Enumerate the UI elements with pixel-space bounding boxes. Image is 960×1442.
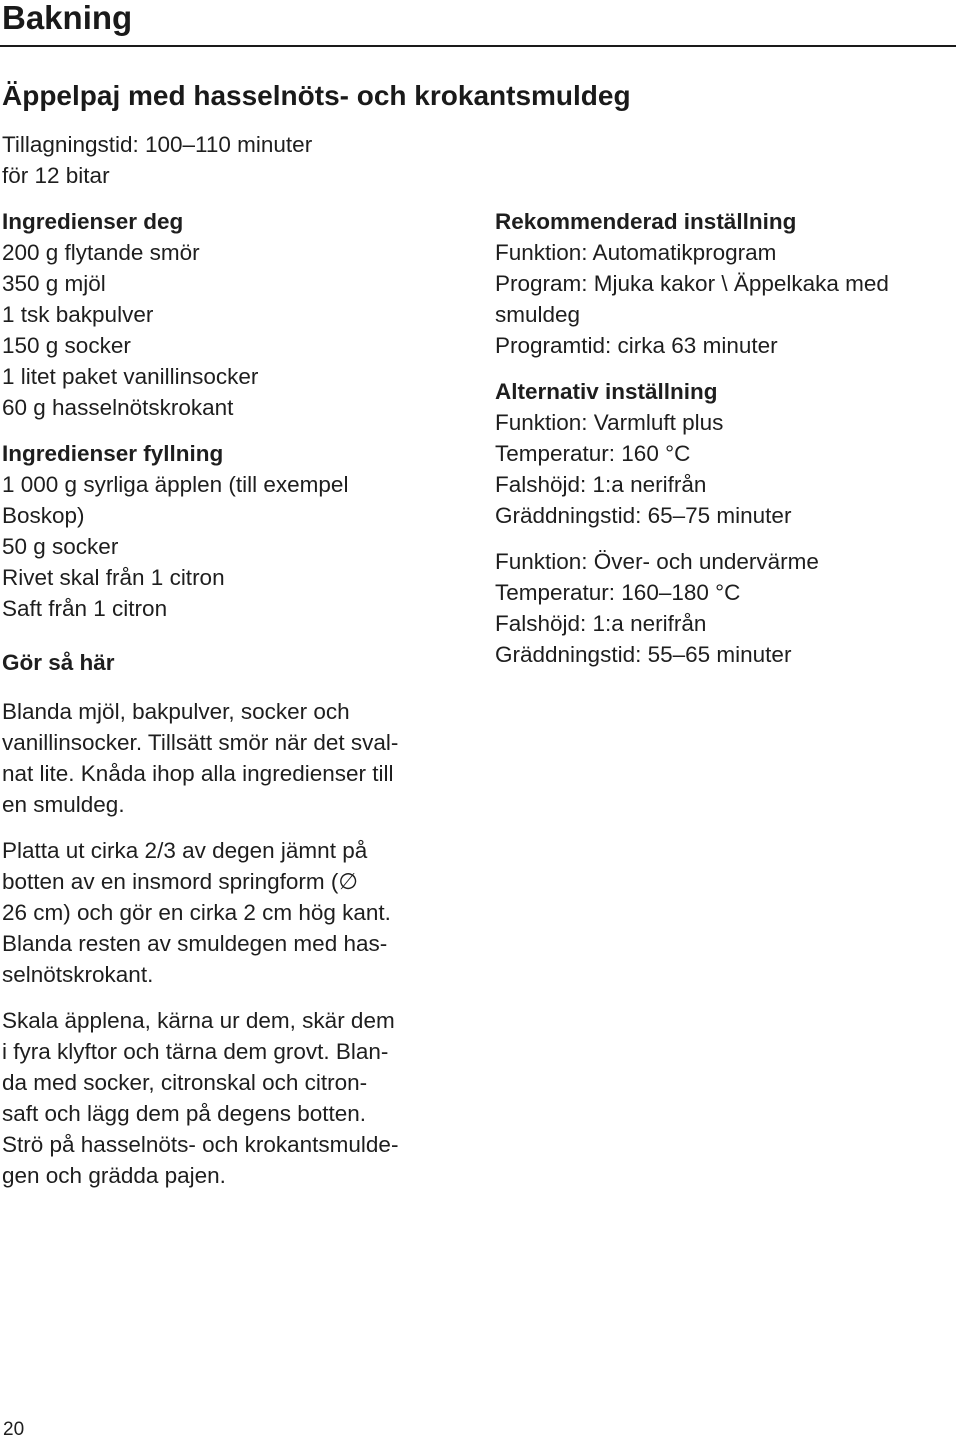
- recommended-setting-heading: Rekommenderad inställning: [495, 209, 797, 234]
- setting-line: Gräddningstid: 65–75 minuter: [495, 503, 792, 528]
- ingredient-item: 1 tsk bakpulver: [2, 302, 154, 327]
- right-column: [495, 206, 960, 670]
- method-heading: Gör så här: [2, 650, 115, 675]
- method-line: Blanda mjöl, bakpulver, socker och: [2, 699, 350, 724]
- method-paragraph: [2, 835, 480, 990]
- setting-line: Gräddningstid: 55–65 minuter: [495, 642, 792, 667]
- ingredient-item: Saft från 1 citron: [2, 596, 168, 621]
- alternative-setting-heading: Alternativ inställning: [495, 379, 718, 404]
- recipe-meta: [2, 129, 480, 191]
- cooking-time: Tillagningstid: 100–110 minuter: [2, 132, 313, 157]
- method-line: Blanda resten av smuldegen med has-: [2, 931, 388, 956]
- setting-line: Funktion: Varmluft plus: [495, 410, 724, 435]
- method-line: gen och grädda pajen.: [2, 1163, 226, 1188]
- method-line: vanillinsocker. Tillsätt smör när det sval-: [2, 730, 399, 755]
- method-heading-block: [2, 647, 480, 678]
- setting-line: Funktion: Över- och undervärme: [495, 549, 819, 574]
- ingredients-dough: [2, 206, 480, 423]
- method-line: Strö på hasselnöts- och krokantsmulde-: [2, 1132, 399, 1157]
- setting-line: Funktion: Automatikprogram: [495, 240, 777, 265]
- setting-line: Temperatur: 160–180 °C: [495, 580, 741, 605]
- ingredient-item: 200 g flytande smör: [2, 240, 200, 265]
- method-paragraph: [2, 1005, 480, 1191]
- ingredient-item: 150 g socker: [2, 333, 131, 358]
- setting-line: smuldeg: [495, 302, 581, 327]
- ingredient-item: Boskop): [2, 503, 85, 528]
- header-rule: [0, 45, 956, 47]
- method-line: Platta ut cirka 2/3 av degen jämnt på: [2, 838, 368, 863]
- method-line: saft och lägg dem på degens botten.: [2, 1101, 367, 1126]
- page-number: 20: [3, 1419, 25, 1440]
- setting-line: Programtid: cirka 63 minuter: [495, 333, 778, 358]
- setting-line: Falshöjd: 1:a nerifrån: [495, 611, 707, 636]
- setting-line: Program: Mjuka kakor \ Äppelkaka med: [495, 271, 889, 296]
- left-column: [2, 129, 480, 1191]
- ingredient-item: Rivet skal från 1 citron: [2, 565, 225, 590]
- method-line: 26 cm) och gör en cirka 2 cm hög kant.: [2, 900, 391, 925]
- ingredient-item: 350 g mjöl: [2, 271, 106, 296]
- alternative-setting-2: [495, 546, 960, 670]
- method-line: i fyra klyftor och tärna dem grovt. Blan-: [2, 1039, 389, 1064]
- servings: för 12 bitar: [2, 163, 110, 188]
- section-title: Bakning: [2, 0, 133, 36]
- alternative-setting: [495, 376, 960, 531]
- setting-line: Falshöjd: 1:a nerifrån: [495, 472, 707, 497]
- method-line: nat lite. Knåda ihop alla ingredienser till: [2, 761, 394, 786]
- ingredients-dough-heading: Ingredienser deg: [2, 209, 184, 234]
- ingredient-item: 1 litet paket vanillinsocker: [2, 364, 259, 389]
- method-line: en smuldeg.: [2, 792, 125, 817]
- method-line: Skala äpplena, kärna ur dem, skär dem: [2, 1008, 395, 1033]
- method-line: botten av en insmord springform (∅: [2, 869, 359, 894]
- ingredient-item: 1 000 g syrliga äpplen (till exempel: [2, 472, 349, 497]
- ingredients-filling: [2, 438, 480, 624]
- setting-line: Temperatur: 160 °C: [495, 441, 691, 466]
- ingredients-filling-heading: Ingredienser fyllning: [2, 441, 224, 466]
- ingredient-item: 60 g hasselnötskrokant: [2, 395, 234, 420]
- method-line: selnötskrokant.: [2, 962, 154, 987]
- ingredient-item: 50 g socker: [2, 534, 119, 559]
- method-paragraph: [2, 696, 480, 820]
- method-line: da med socker, citronskal och citron-: [2, 1070, 368, 1095]
- recipe-title: Äppelpaj med hasselnöts- och krokantsmuldeg: [2, 80, 631, 111]
- recommended-setting: [495, 206, 960, 361]
